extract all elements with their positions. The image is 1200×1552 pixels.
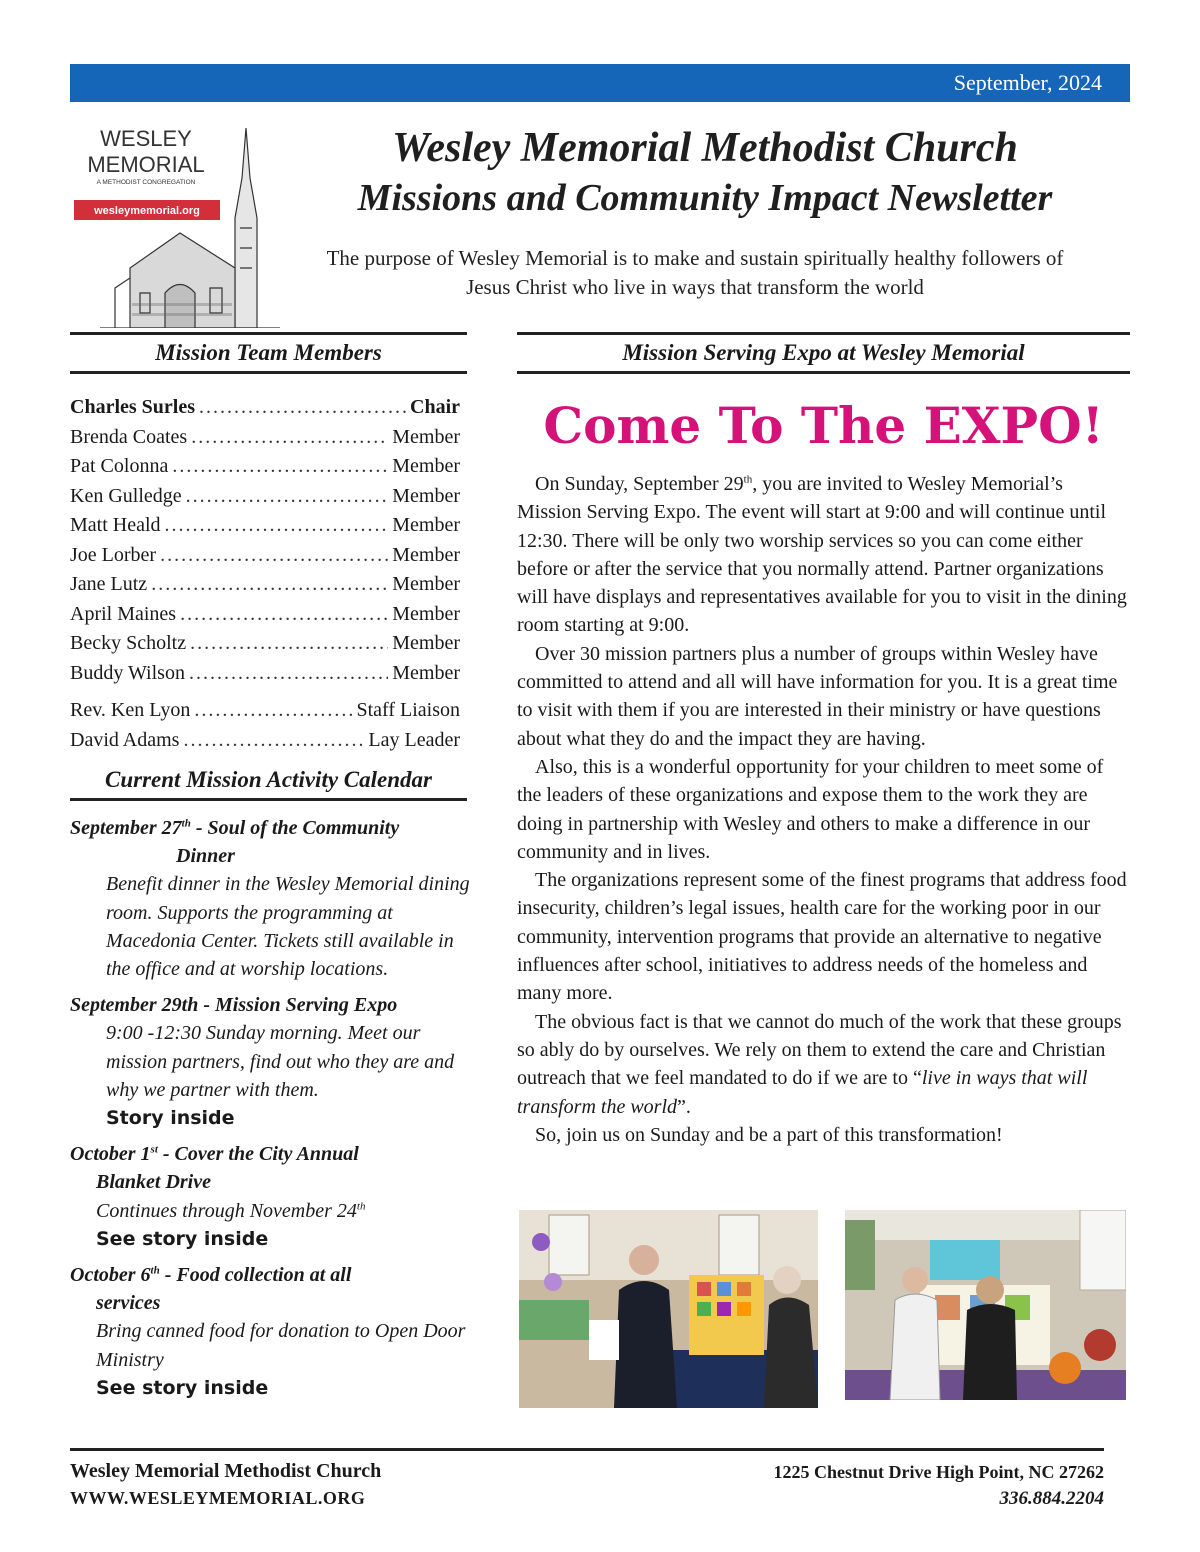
calendar-event [70,1261,470,1402]
logo-line2: MEMORIAL [87,152,205,177]
team-member-row: Jane Lutz ..... Member [70,573,460,603]
event-title: September 27th - Soul of the Community Dinner [70,817,400,868]
expo-headline: Come To The EXPO! [543,396,1104,455]
article-paragraph: Also, this is a wonderful opportunity for your children to meet some of the leaders of these organizations and expose them to the work they are doing in partnership with Wesley and others to make a difference in our community and in lives. [517,755,1104,863]
team-member-row: April Maines ..... Member [70,603,460,633]
team-heading: Mission Team Members [70,332,467,374]
newsletter-title: Missions and Community Impact Newsletter [357,177,1053,219]
team-member-row: Charles Surles ..... Chair [70,396,460,426]
article-paragraph: So, join us on Sunday and be a part of this transformation! [535,1123,1003,1146]
activity-calendar [70,814,470,1410]
team-member-row: Joe Lorber ..... Member [70,544,460,574]
event-title: October 6th - Food collection at all services [70,1264,352,1315]
church-logo [70,118,285,328]
team-member-row: Pat Colonna ..... Member [70,455,460,485]
article-paragraph: Over 30 mission partners plus a number of groups within Wesley have committed to attend and all will have information for you. It is a great time to visit with them if you are interested in their ministry or have questions about what they do and the impact they are having. [517,642,1118,750]
article-paragraph: On Sunday, September 29th, you are invited to Wesley Memorial’s Mission Serving Expo. The event will start at 9:00 and will continue until 12:30. There will be only two worship services so you can come either before or after the service that you normally attend. Partner organizations will have displays and representatives available for you to visit in the dining room starting at 9:00. [517,473,1127,637]
event-story-link[interactable]: See story inside [96,1376,269,1399]
expo-photo-1 [519,1210,818,1408]
event-description: Bring canned food for donation to Open Door Ministry [96,1320,466,1371]
team-member-row: Ken Gulledge ..... Member [70,485,460,515]
event-title: October 1st - Cover the City Annual Blanket Drive [70,1143,359,1194]
team-member-row: Matt Heald ..... Member [70,514,460,544]
calendar-event [70,991,470,1132]
article-paragraph: The organizations represent some of the finest programs that address food insecurity, children’s legal issues, health care for the working poor in our community, intervention programs that provide an alternative to negative influences after school, initiatives to address needs of the homeless and many more. [517,869,1127,1005]
event-description: Continues through November 24th [96,1199,366,1222]
logo-tagline: A METHODIST CONGREGATION [96,179,196,186]
purpose-statement: The purpose of Wesley Memorial is to make and sustain spiritually healthy followers of Jesus Christ who live in ways that transform the world [326,246,1064,299]
team-member-row: Becky Scholtz ..... Member [70,632,460,662]
team-member-list [70,396,460,758]
footer-phone[interactable]: 336.884.2204 [999,1488,1104,1509]
expo-photo-2 [845,1210,1126,1400]
footer-church-name: Wesley Memorial Methodist Church [70,1460,382,1482]
footer-address: 1225 Chestnut Drive High Point, NC 27262 [773,1462,1104,1482]
expo-article [517,470,1129,1149]
footer-divider [70,1448,1104,1451]
church-title: Wesley Memorial Methodist Church [392,125,1018,171]
event-description: 9:00 -12:30 Sunday morning. Meet our mission partners, find out who they are and why we partner with them. [106,1022,455,1101]
calendar-heading: Current Mission Activity Calendar [70,762,467,801]
calendar-event [70,1140,470,1253]
calendar-event [70,814,470,983]
date-banner [70,64,1130,102]
team-member-row: Brenda Coates ..... Member [70,426,460,456]
event-title: September 29th - Mission Serving Expo [70,994,398,1017]
event-description: Benefit dinner in the Wesley Memorial dining room. Supports the programming at Macedonia Center. Tickets still available in the office and at worship locations. [106,873,470,981]
expo-section-heading: Mission Serving Expo at Wesley Memorial [517,332,1130,374]
footer-website-link[interactable]: WWW.WESLEYMEMORIAL.ORG [70,1488,366,1508]
staff-row: David Adams ..... Lay Leader [70,729,460,759]
staff-row: Rev. Ken Lyon ..... Staff Liaison [70,699,460,729]
church-logo-illustration [70,118,285,328]
team-member-row: Buddy Wilson ..... Member [70,662,460,692]
newsletter-date: September, 2024 [953,70,1102,95]
logo-line1: WESLEY [100,126,192,151]
logo-url: wesleymemorial.org [94,205,200,217]
event-story-link[interactable]: See story inside [96,1227,269,1250]
article-paragraph: The obvious fact is that we cannot do much of the work that these groups so ably do by ourselves. We rely on them to extend the care and Christian outreach that we feel mandated to do if we are to “live in ways that will transform the world”. [517,1010,1122,1118]
event-story-link[interactable]: Story inside [106,1107,235,1130]
